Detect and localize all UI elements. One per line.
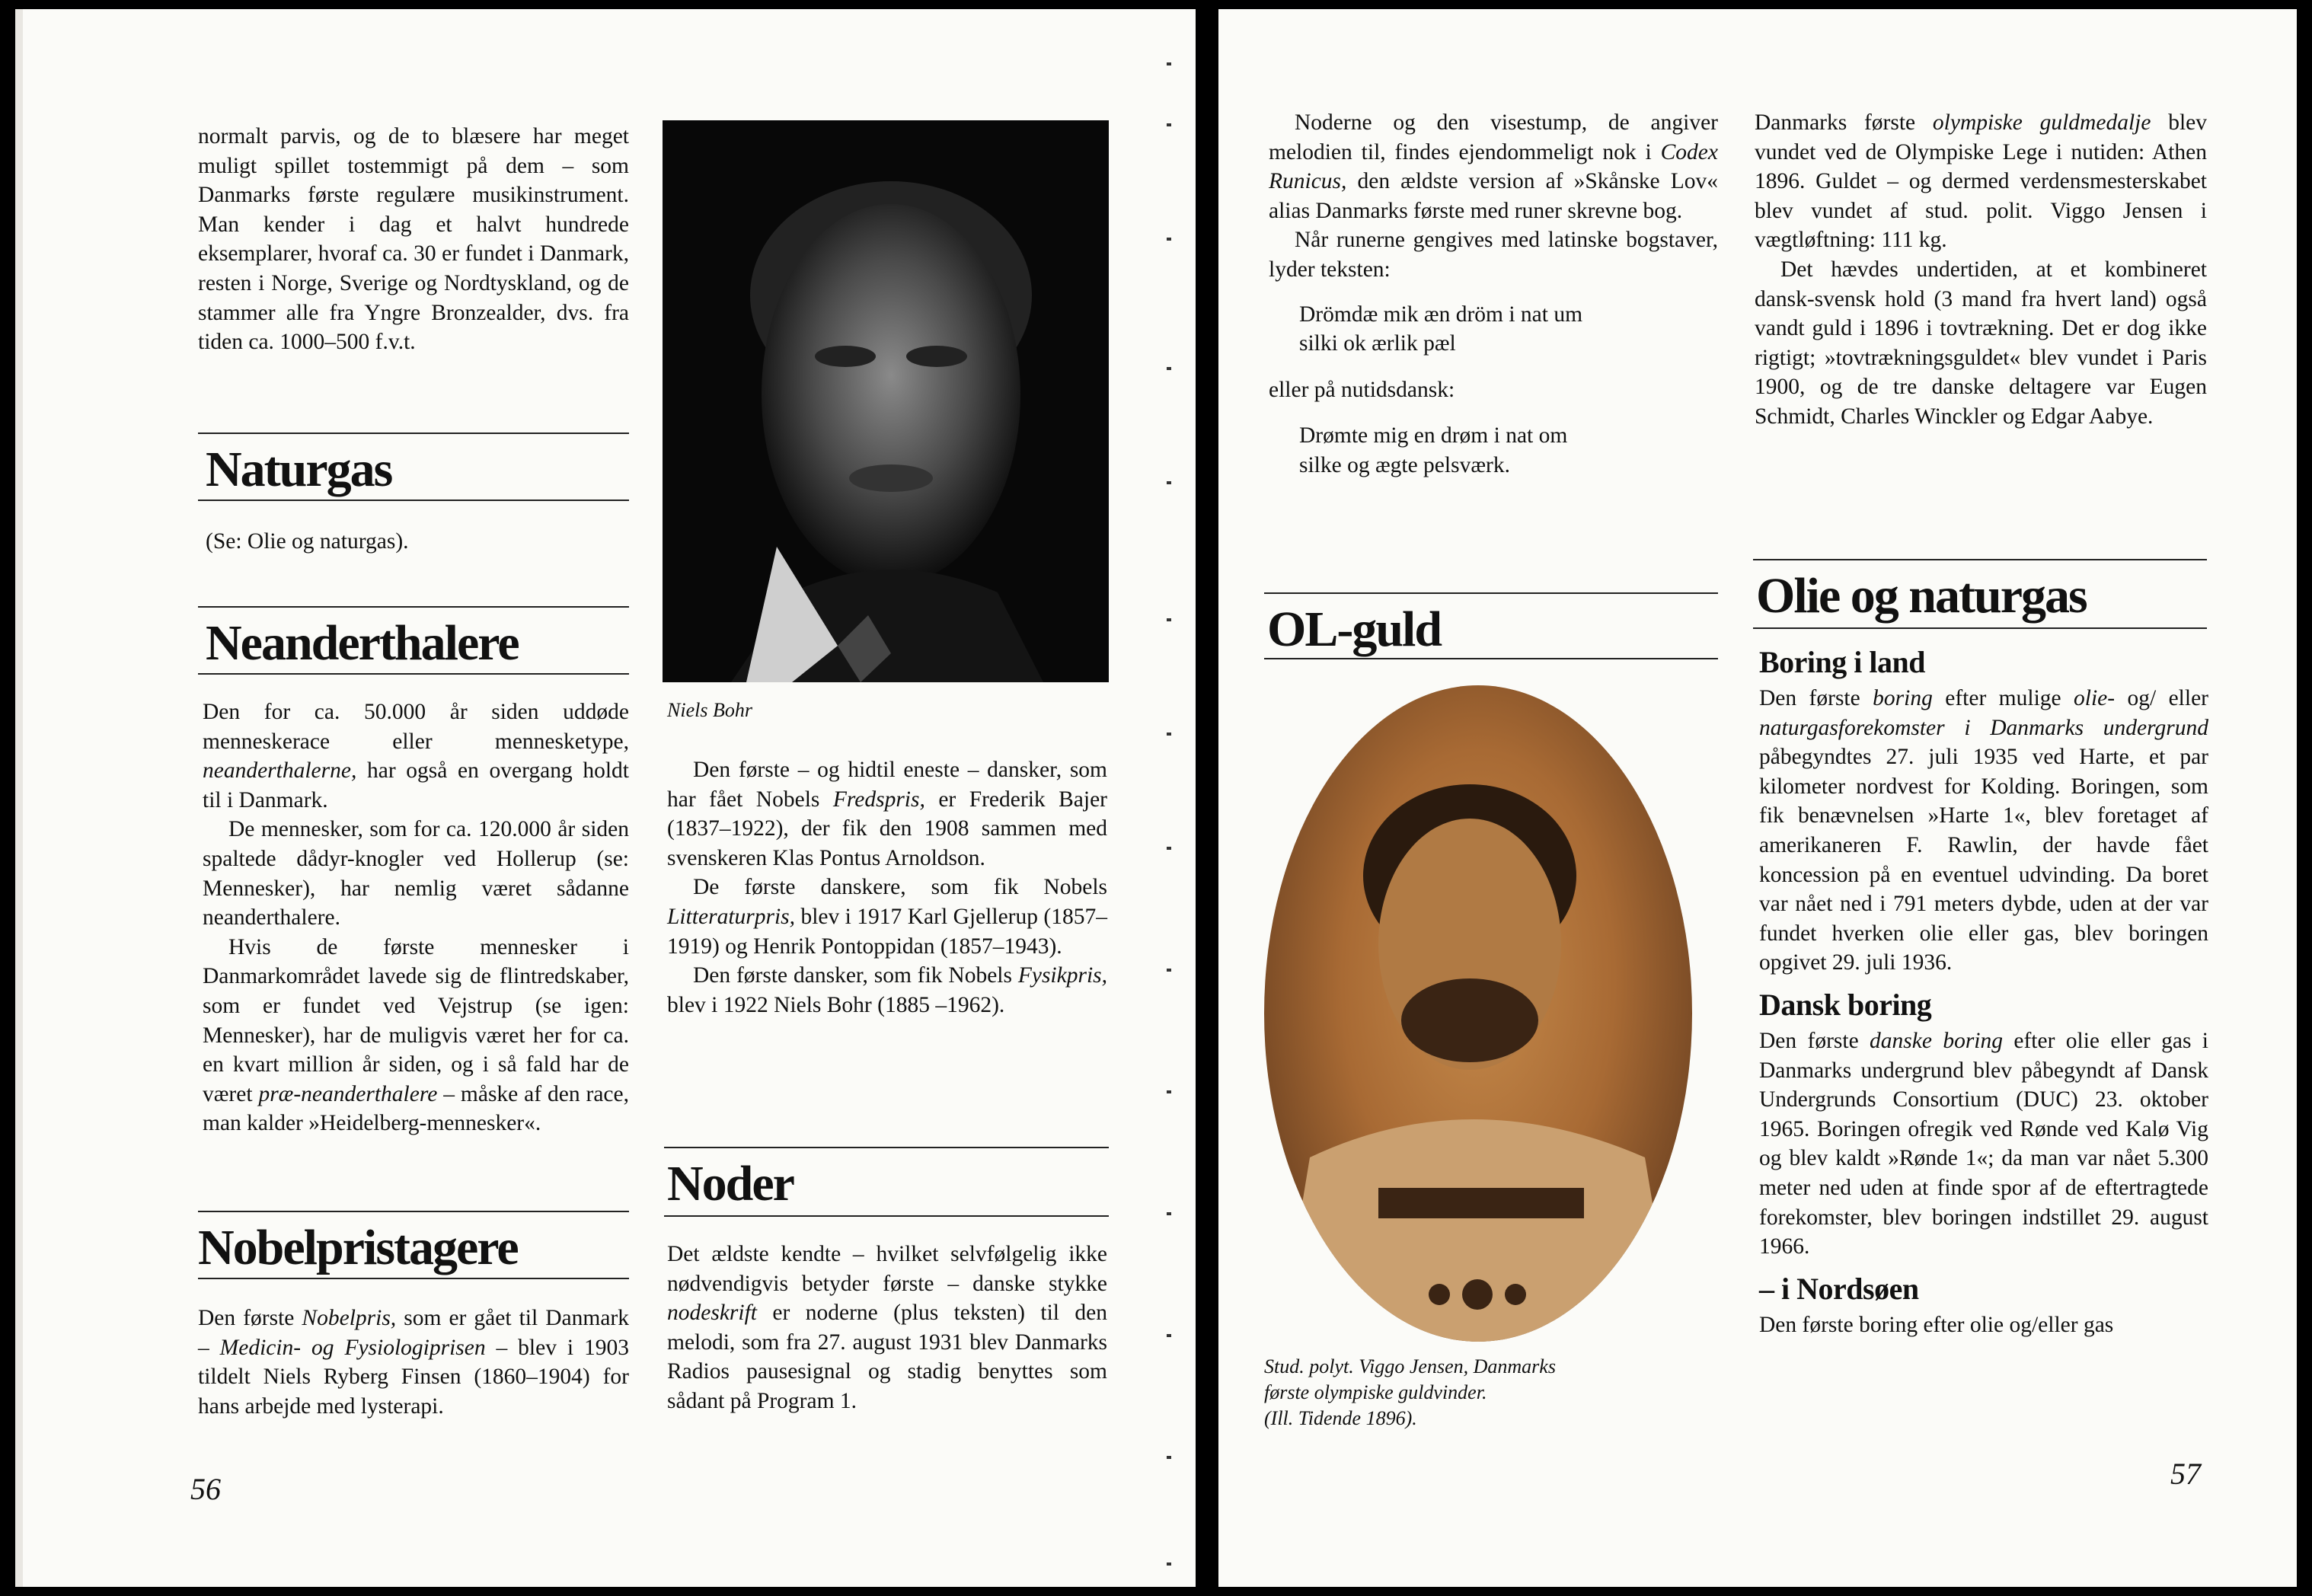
right-column-1: [1269, 108, 1718, 480]
page-number-right: 57: [2170, 1457, 2201, 1491]
subheading-dansk-boring: Dansk boring: [1759, 987, 1932, 1022]
caption-viggo-jensen: Stud. polyt. Viggo Jensen, Danmarks første olympiske guldvinder. (Ill. Tidende 1896).: [1264, 1355, 1556, 1429]
margin-mark: [1167, 367, 1171, 370]
page-number-left: 56: [190, 1472, 221, 1506]
photo-viggo-jensen: [1264, 685, 1692, 1342]
rule-naturgas-top: [198, 433, 629, 434]
margin-mark: [1167, 1334, 1171, 1337]
rule-naturgas-bottom: [198, 500, 629, 501]
margin-mark: [1167, 1212, 1171, 1215]
litteraturpris-paragraph: De første danskere, som fik Nobels Litteraturpris, blev i 1917 Karl Gjellerup (1857–1919) og Henrik Pontoppidan (1857–1943).: [667, 875, 1107, 959]
margin-mark: [1167, 238, 1171, 241]
subheading-i-nordsoen: – i Nordsøen: [1759, 1271, 1919, 1306]
codex-paragraph: Noderne og den visestump, de angiver melodien til, findes ejendommeligt nok i Codex Runicus, den ældste version af »Skånske Lov« alias Danmarks første med runer skrevne bog.: [1269, 110, 1718, 223]
boring-i-land-paragraph: Den første boring efter mulige olie- og/ eller naturgasforekomster i Danmarks undergrund påbegyndtes 27. juli 1935 ved Harte, et par kilometer nordvest for Kolding. Boringen, som fik benævnelsen »Harte 1«, blev foretaget af amerikaneren F. Rawlin, der havde fået koncession på en eventuel udvinding. Da boret var nået ned i 791 meters dybde, uden at der var fundet hverken olie eller gas, blev boringen opgivet 29. juli 1936.: [1759, 686, 2208, 975]
noder-body: [667, 1240, 1107, 1416]
margin-mark: [1167, 123, 1171, 126]
heading-naturgas: Naturgas: [206, 442, 392, 497]
heading-noder: Noder: [667, 1156, 794, 1211]
fysikpris-paragraph: Den første dansker, som fik Nobels Fysikpris, blev i 1922 Niels Bohr (1885 –1962).: [667, 963, 1107, 1017]
heading-nobelpristagere: Nobelpristagere: [198, 1220, 518, 1275]
book-spine-edge: [15, 9, 23, 1587]
margin-mark: [1167, 481, 1171, 484]
neander-paragraph-3: Hvis de første mennesker i Danmarkområdet lavede sig de flintredskaber, som er fundet ved Vejstrup (se igen: Mennesker), har de muligvis været her for ca. en kvart million år siden, og i så fald har de været præ-neanderthalere – måske af den race, man kalder »Heidelberg-mennesker«.: [203, 934, 629, 1136]
neander-paragraph-1: Den for ca. 50.000 år siden uddøde menneskerace eller mennesketype, neanderthalerne, har også en overgang holdt til i Danmark.: [203, 700, 629, 812]
nobel-body: [198, 1304, 629, 1421]
neander-paragraph-2: De mennesker, som for ca. 120.000 år siden spaltede dådyr-knogler ved Hollerup (se: Mennesker), har nemlig været sådanne neanderthalere.: [203, 817, 629, 930]
olguld-paragraph-2: Det hævdes undertiden, at et kombineret dansk-svensk hold (3 mand fra hvert land) også vandt guld i 1896 i tovtrækning. Det er dog ikke rigtigt; »tovtrækningsguldet« blev vundet i Paris 1900, og de tre danske deltagere var Eugen Schmidt, Charles Winckler og Edgar Aabye.: [1755, 257, 2207, 429]
portrait-illustration: [1264, 685, 1692, 1342]
verse-modern-danish: Drømte mig en drøm i nat om silke og ægte pelsværk.: [1299, 423, 1568, 477]
margin-mark: [1167, 618, 1171, 621]
left-page: [23, 9, 1196, 1587]
naturgas-text: (Se: Olie og naturgas).: [206, 529, 409, 554]
margin-mark: [1167, 847, 1171, 850]
rule-noder-bottom: [664, 1215, 1109, 1217]
margin-mark: [1167, 969, 1171, 972]
heading-ol-guld: OL-guld: [1267, 602, 1442, 657]
rule-nobel-bottom: [198, 1278, 629, 1279]
neander-body: [203, 697, 629, 1138]
margin-mark: [1167, 1562, 1171, 1566]
runes-paragraph: Når runerne gengives med latinske bogstaver, lyder teksten:: [1269, 228, 1718, 282]
olguld-paragraph-1: Danmarks første olympiske guldmedalje blev vundet ved de Olympiske Lege i nutiden: Athen 1896. Guldet – og dermed verdensmesterskabet blev vundet af stud. polit. Viggo Jensen i vægtløftning: 111 kg.: [1755, 110, 2207, 253]
margin-mark: [1167, 733, 1171, 736]
right-column-2: [1755, 108, 2207, 432]
rule-olguld-top: [1264, 592, 1718, 594]
verse-old-danish: Drömdæ mik æn dröm i nat um silki ok ærlik pæl: [1299, 302, 1583, 356]
left-column-1: [198, 122, 629, 357]
heading-olie-og-naturgas: Olie og naturgas: [1756, 568, 2087, 624]
nobel-paragraph-1: Den første Nobelpris, som er gået til Danmark – Medicin- og Fysiologiprisen – blev i 1903 tildelt Niels Ryberg Finsen (1860–1904) for hans arbejde med lysterapi.: [198, 1306, 629, 1419]
rule-nobel-top: [198, 1211, 629, 1212]
noder-paragraph: Det ældste kendte – hvilket selvfølgelig ikke nødvendigvis betyder første – danske stykke nodeskrift er noderne (plus teksten) til den melodi, som fra 27. august 1931 blev Danmarks Radios pausesignal og stadig benyttes som sådant på Program 1.: [667, 1242, 1107, 1413]
rule-olguld-bottom: [1264, 658, 1718, 659]
right-page: [1218, 9, 2297, 1587]
left-column-2: [667, 755, 1107, 1020]
rule-noder-top: [664, 1147, 1109, 1148]
subheading-boring-i-land: Boring i land: [1759, 645, 1926, 679]
margin-mark: [1167, 1456, 1171, 1459]
photo-niels-bohr: [663, 120, 1109, 682]
rule-olie-bottom: [1753, 627, 2207, 629]
margin-mark: [1167, 62, 1171, 65]
caption-niels-bohr: Niels Bohr: [667, 699, 752, 721]
portrait-illustration: [663, 120, 1109, 682]
verse-transition: eller på nutidsdansk:: [1269, 377, 1455, 402]
rule-olie-top: [1753, 559, 2207, 560]
nordsoen-paragraph: Den første boring efter olie og/eller gas: [1759, 1312, 2114, 1337]
olie-body: [1759, 641, 2208, 1339]
naturgas-body: [206, 527, 629, 557]
rule-neander-bottom: [198, 673, 629, 675]
heading-neanderthalere: Neanderthalere: [206, 615, 519, 671]
margin-mark: [1167, 1090, 1171, 1093]
fredspris-paragraph: Den første – og hidtil eneste – dansker, som har fået Nobels Fredspris, er Frederik Bajer (1837–1922), der fik den 1908 sammen med svenskeren Klas Pontus Arnoldson.: [667, 758, 1107, 870]
rule-neander-top: [198, 606, 629, 608]
intro-paragraph: normalt parvis, og de to blæsere har meget muligt spillet tostemmigt på dem – som Danmarks første regulære musikinstrument. Man kender i dag et halvt hundrede eksemplarer, hvoraf ca. 30 er fundet i Danmark, resten i Norge, Sverige og Nordtyskland, og de stammer alle fra Yngre Bronzealder, dvs. fra tiden ca. 1000–500 f.v.t.: [198, 124, 629, 355]
dansk-boring-paragraph: Den første danske boring efter olie eller gas i Danmarks undergrund blev påbegyndt af Dansk Undergrunds Consortium (DUC) 23. oktober 1965. Boringen ofregik ved Rønde ved Kalø Vig og blev kaldt »Rønde 1«; da man var nået 5.300 meter ned uden at finde spor af de eftertragtede forekomster, blev boringen indstillet 29. august 1966.: [1759, 1028, 2208, 1259]
